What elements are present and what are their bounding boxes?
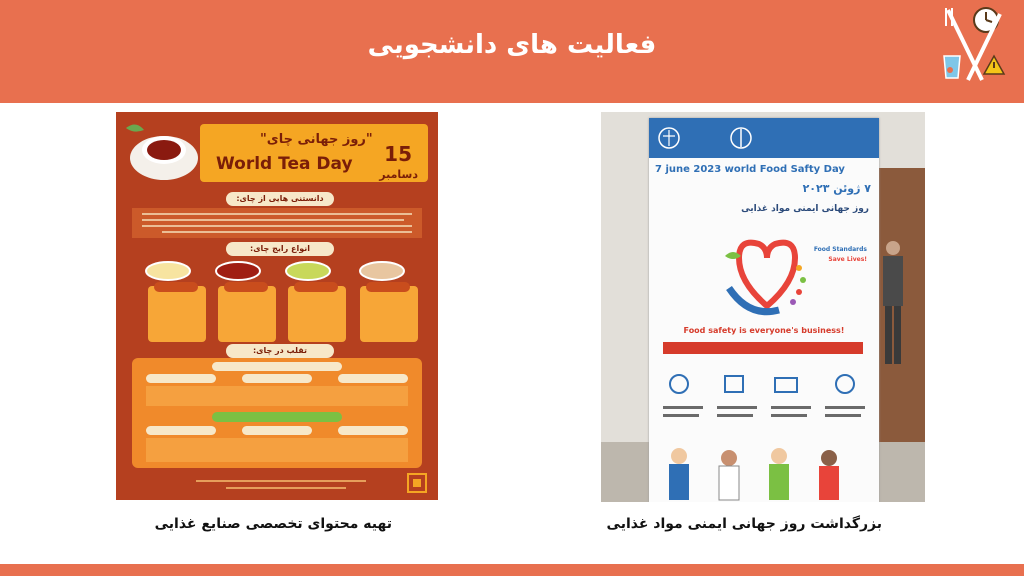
footer-bar	[0, 564, 1024, 576]
tea-label-black	[224, 282, 268, 292]
tea-day-poster	[116, 112, 438, 500]
who-logo-icon	[729, 126, 753, 150]
poster-title-en: World Tea Day	[216, 154, 353, 174]
banner-header	[649, 118, 879, 158]
poster-logo-icon	[406, 472, 428, 494]
tea-label-white	[154, 282, 198, 292]
person-figure	[877, 236, 907, 366]
banner-red-strip	[663, 342, 863, 354]
fao-logo-icon	[657, 126, 681, 150]
facts-text-block	[132, 208, 422, 238]
section-fake-heading: تقلب در چای:	[226, 344, 334, 358]
section-facts-heading: دانستنی هایی از چای:	[226, 192, 334, 206]
banner-date-fa: ۷ ژوئن ۲۰۲۳	[802, 182, 871, 195]
tea-card-2	[218, 286, 276, 342]
banner-standards: Food Standards	[813, 246, 867, 253]
banner-text-columns	[659, 402, 869, 432]
banner-slogan: Food safety is everyone's business!	[683, 326, 845, 335]
tea-label-green	[294, 282, 338, 292]
banner-date-en: 7 june 2023 world Food Safty Day	[655, 164, 845, 175]
banner-people-illustration	[649, 438, 879, 502]
banner-save-lives: Save Lives!	[828, 256, 867, 263]
section-types-heading: انواع رایج چای:	[226, 242, 334, 256]
food-safety-logo-icon	[938, 4, 1006, 86]
poster-title-fa: "روز جهانی چای"	[260, 132, 373, 147]
poster-date-month: دسامبر	[379, 168, 418, 181]
caption-left: تهیه محتوای تخصصی صنایع غذایی	[154, 516, 392, 532]
tea-cups-row	[138, 255, 418, 283]
tea-card-1	[148, 286, 206, 342]
food-safety-banner	[649, 118, 879, 502]
heart-hands-icon	[719, 228, 815, 324]
header-bar	[0, 0, 1024, 103]
page-title: فعالیت های دانشجویی	[367, 30, 657, 60]
caption-right: بزرگداشت روز جهانی ایمنی مواد غذایی	[606, 516, 882, 532]
food-safety-day-photo	[601, 112, 925, 502]
tea-label-masala	[366, 282, 410, 292]
banner-icons-row	[659, 370, 869, 398]
poster-title-banner	[200, 124, 428, 182]
poster-date-number: 15	[384, 142, 412, 166]
banner-title-fa: روز جهانی ایمنی مواد غذایی	[741, 204, 869, 214]
tea-card-3	[288, 286, 346, 342]
teacup-icon	[126, 120, 200, 184]
tea-card-4	[360, 286, 418, 342]
fake-tea-panel	[132, 358, 422, 468]
